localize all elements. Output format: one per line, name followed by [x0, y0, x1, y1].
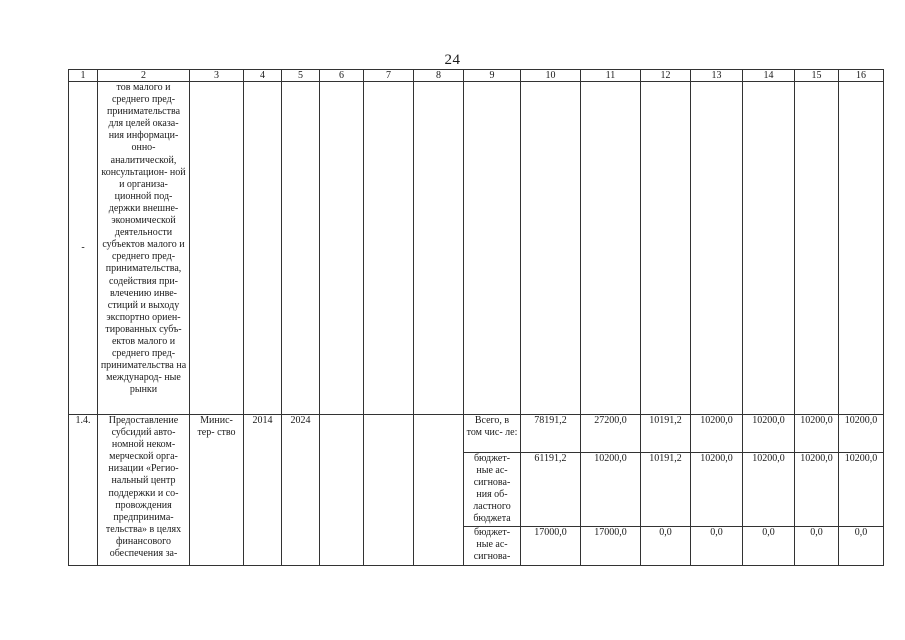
- measure-name: Предоставление субсидий авто- номной неком- мерческой орга- низации «Регио- нальный центр поддержки и со- провождения предпринима- тельства» в целях финансового обеспечения за-: [98, 415, 190, 566]
- value-cell: 10200,0: [581, 453, 641, 527]
- col-header: 2: [98, 70, 190, 82]
- value-cell: 10191,2: [641, 415, 691, 453]
- start-year: 2014: [244, 415, 282, 566]
- value-cell: 10200,0: [839, 415, 884, 453]
- page-number: 24: [444, 52, 461, 68]
- col-header: 3: [190, 70, 244, 82]
- value-cell: 0,0: [839, 527, 884, 566]
- value-cell: 17000,0: [521, 527, 581, 566]
- value-cell: 0,0: [641, 527, 691, 566]
- col-header: 11: [581, 70, 641, 82]
- value-cell: 10200,0: [691, 415, 743, 453]
- col-header: 15: [795, 70, 839, 82]
- col-header: 1: [69, 70, 98, 82]
- funding-source: бюджет- ные ас- сигнова- ния об- ластного бюджета: [464, 453, 521, 527]
- col-header: 9: [464, 70, 521, 82]
- row-number: 1.4.: [69, 415, 98, 566]
- funding-source: бюджет- ные ас- сигнова-: [464, 527, 521, 566]
- value-cell: 17000,0: [581, 527, 641, 566]
- value-cell: 0,0: [691, 527, 743, 566]
- value-cell: 27200,0: [581, 415, 641, 453]
- col-header: 5: [282, 70, 320, 82]
- value-cell: 10200,0: [839, 453, 884, 527]
- col-header: 13: [691, 70, 743, 82]
- executor: Минис- тер- ство: [190, 415, 244, 566]
- col-header: 10: [521, 70, 581, 82]
- column-number-row: [69, 70, 884, 82]
- value-cell: 10191,2: [641, 453, 691, 527]
- value-cell: 10200,0: [795, 453, 839, 527]
- funding-source: Всего, в том чис- ле:: [464, 415, 521, 453]
- end-year: 2024: [282, 415, 320, 566]
- col-header: 6: [320, 70, 364, 82]
- col-header: 14: [743, 70, 795, 82]
- value-cell: 78191,2: [521, 415, 581, 453]
- value-cell: 10200,0: [795, 415, 839, 453]
- col-header: 12: [641, 70, 691, 82]
- value-cell: 10200,0: [743, 453, 795, 527]
- value-cell: 0,0: [743, 527, 795, 566]
- col-header: 7: [364, 70, 414, 82]
- col-header: 4: [244, 70, 282, 82]
- col-header: 16: [839, 70, 884, 82]
- value-cell: 10200,0: [743, 415, 795, 453]
- row-marker: -: [69, 82, 98, 415]
- table-row: [69, 415, 884, 453]
- continuation-row: [69, 82, 884, 415]
- program-table: [68, 69, 884, 566]
- value-cell: 61191,2: [521, 453, 581, 527]
- col-header: 8: [414, 70, 464, 82]
- value-cell: 0,0: [795, 527, 839, 566]
- value-cell: 10200,0: [691, 453, 743, 527]
- measure-description: тов малого и среднего пред- принимательства для целей оказа- ния информаци- онно- аналитической, консультацион- ной и организа- ционной под- держки внешне- экономической деятельности субъектов малого и среднего пред- принимательства, содействия при- влечению инве- стиций и выходу экспортно ориен- тированных субъ- ектов малого и среднего пред- принимательства на международ- ные рынки: [98, 82, 190, 415]
